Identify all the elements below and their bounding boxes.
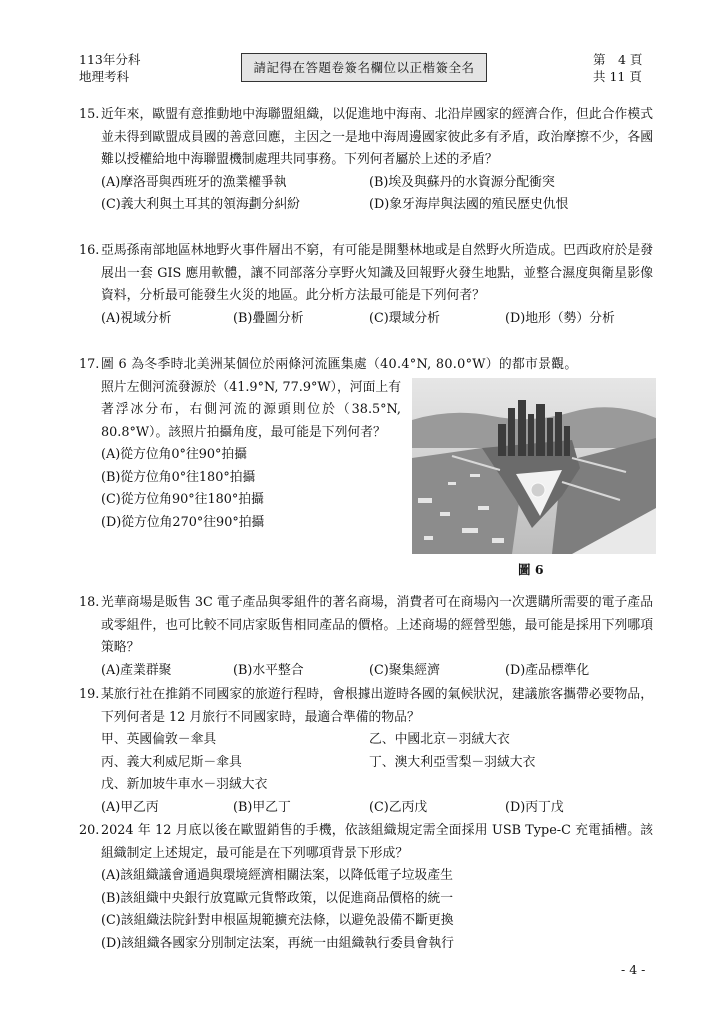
question-20 <box>79 820 653 955</box>
option-b[interactable]: (B)埃及與蘇丹的水資源分配衝突 <box>369 174 555 190</box>
option-d[interactable]: (D)象牙海岸與法國的殖民歷史仇恨 <box>369 197 569 212</box>
option-a[interactable]: (A)產業群聚 <box>101 662 172 678</box>
question-number: 19. <box>79 687 100 702</box>
option-b[interactable]: (B)疊圖分析 <box>233 310 304 326</box>
option-a[interactable]: (A)甲乙丙 <box>101 799 159 815</box>
question-number: 16. <box>79 243 100 258</box>
question-stem: 2024 年 12 月底以後在歐盟銷售的手機，依該組織規定需全面採用 USB Type-C 充電插槽。該組織制定上述規定，最可能是在下列哪項背景下形成？ <box>101 823 653 861</box>
option-a[interactable]: (A)視域分析 <box>101 310 172 326</box>
question-number: 15. <box>79 107 100 122</box>
item-ding: 丁、澳大利亞雪梨－羽絨大衣 <box>369 754 536 770</box>
option-c[interactable]: (C)乙丙戊 <box>369 799 428 815</box>
option-a[interactable]: (A)從方位角0°往90°拍攝 <box>101 447 248 462</box>
question-18 <box>79 592 653 682</box>
question-15 <box>79 104 653 217</box>
option-b[interactable]: (B)從方位角0°往180°拍攝 <box>101 469 256 485</box>
option-d[interactable]: (D)丙丁戊 <box>505 799 564 815</box>
signature-notice: 請記得在答題卷簽名欄位以正楷簽全名 <box>241 53 487 82</box>
figure-6-city-photo <box>412 378 656 554</box>
subject-name: 地理考科 <box>79 69 130 84</box>
option-d[interactable]: (D)地形（勢）分析 <box>505 310 615 326</box>
figure-caption: 圖 6 <box>518 562 544 577</box>
question-stem: 某旅行社在推銷不同國家的旅遊行程時，會根據出遊時各國的氣候狀況，建議旅客攜帶必要物品，下列何者是 12 月旅行不同國家時，最適合準備的物品？ <box>101 687 653 725</box>
question-stem: 光華商場是販售 3C 電子產品與零組件的著名商場，消費者可在商場內一次選購所需要的電子產品或零組件，也可比較不同店家販售相同產品的價格。上述商場的經營型態，最可能是採用下列哪項策略？ <box>101 595 653 655</box>
subject-year: 113年分科 <box>79 52 141 67</box>
option-b[interactable]: (B)水平整合 <box>233 662 304 678</box>
item-wu: 戊、新加坡牛車水－羽絨大衣 <box>101 777 268 792</box>
item-bing: 丙、義大利威尼斯－傘具 <box>101 754 242 770</box>
option-c[interactable]: (C)環域分析 <box>369 310 440 326</box>
item-yi: 乙、中國北京－羽絨大衣 <box>369 732 510 747</box>
question-stem-rest: 照片左側河流發源於（41.9°N, 77.9°W），河面上有著浮冰分布，右側河流的源頭則位於（38.5°N, 80.8°W）。該照片拍攝角度，最可能是下列何者？ <box>101 379 401 440</box>
option-c[interactable]: (C)義大利與土耳其的領海劃分糾紛 <box>101 197 300 212</box>
option-c[interactable]: (C)從方位角90°往180°拍攝 <box>101 492 264 507</box>
question-number: 20. <box>79 823 100 838</box>
page-total: 共 11 頁 <box>593 69 642 84</box>
option-a[interactable]: (A)摩洛哥與西班牙的漁業權爭執 <box>101 174 287 190</box>
question-number: 17. <box>79 357 100 372</box>
option-d[interactable]: (D)該組織各國家分別制定法案，再統一由組織執行委員會執行 <box>101 935 454 951</box>
option-b[interactable]: (B)該組織中央銀行放寬歐元貨幣政策，以促進商品價格的統一 <box>101 890 454 906</box>
page-current: 第 4 頁 <box>593 52 643 67</box>
option-a[interactable]: (A)該組織議會通過與環境經濟相關法案，以降低電子垃圾產生 <box>101 868 453 883</box>
question-number: 18. <box>79 595 100 610</box>
item-jia: 甲、英國倫敦－傘具 <box>101 732 217 747</box>
question-stem: 亞馬孫南部地區林地野火事件層出不窮，有可能是開墾林地或是自然野火所造成。巴西政府於是發展出一套 GIS 應用軟體，讓不同部落分享野火知識及回報野火發生地點，並整合濕度與衛星影像資料，分析最可能發生火災的地區。此分析方法最可能是下列何者？ <box>101 243 653 303</box>
question-19 <box>79 684 653 819</box>
question-stem: 近年來，歐盟有意推動地中海聯盟組織，以促進地中海南、北沿岸國家的經濟合作，但此合作模式並未得到歐盟成員國的善意回應，主因之一是地中海周邊國家彼此多有矛盾，政治摩擦不少，各國難以授權給地中海聯盟機制處理共同事務。下列何者屬於上述的矛盾？ <box>101 107 653 167</box>
question-16 <box>79 240 653 330</box>
option-b[interactable]: (B)甲乙丁 <box>233 799 291 815</box>
page-number: - 4 - <box>621 962 646 977</box>
option-c[interactable]: (C)聚集經濟 <box>369 662 440 678</box>
question-stem-top: 圖 6 為冬季時北美洲某個位於兩條河流匯集處（40.4°N, 80.0°W）的都市景觀。 <box>101 357 578 372</box>
option-d[interactable]: (D)產品標準化 <box>505 662 590 678</box>
option-d[interactable]: (D)從方位角270°往90°拍攝 <box>101 514 265 530</box>
option-c[interactable]: (C)該組織法院針對申根區規範擴充法條，以避免設備不斷更換 <box>101 913 454 928</box>
